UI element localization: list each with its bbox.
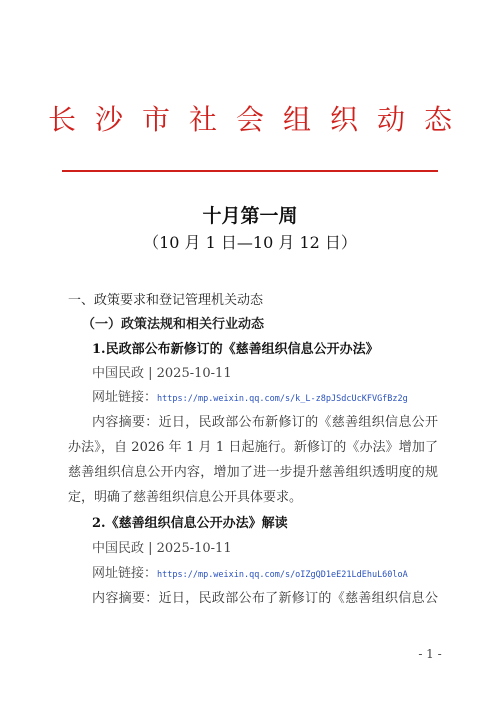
item-link[interactable]: https://mp.weixin.qq.com/s/oIZgQD1eE21LdEhuL60loA: [157, 570, 408, 580]
item-source: 中国民政 | 2025-10-11: [92, 366, 232, 381]
section-heading: 一、政策要求和登记管理机关动态: [68, 293, 264, 308]
summary-line: 办法》，自 2026 年 1 月 1 日起施行。新修订的《办法》增加了: [68, 440, 438, 455]
item-url-row: [92, 562, 462, 587]
item-source: 中国民政 | 2025-10-11: [92, 541, 232, 556]
summary-line: 内容摘要：近日，民政部公布了新修订的《慈善组织信息公: [92, 591, 438, 606]
summary-line: 内容摘要：近日，民政部公布新修订的《慈善组织信息公开: [92, 415, 438, 430]
summary-line: 定，明确了慈善组织信息公开具体要求。: [68, 490, 303, 505]
page-number: - 1 -: [418, 647, 442, 661]
date-range: （10 月 1 日—10 月 12 日）: [143, 233, 357, 252]
item-title: 2.《慈善组织信息公开办法》解读: [92, 516, 288, 531]
week-title: 十月第一周: [202, 205, 298, 227]
item-url-row: [92, 386, 462, 411]
subsection-heading: （一）政策法规和相关行业动态: [82, 317, 265, 332]
red-divider: [62, 170, 438, 172]
item-link[interactable]: https://mp.weixin.qq.com/s/k_L-z8pJSdcUcKFVGfBz2g: [157, 394, 408, 404]
summary-line: 慈善组织信息公开内容，增加了进一步提升慈善组织透明度的规: [68, 465, 438, 480]
url-label: 网址链接：: [92, 566, 158, 581]
item-title: 1.民政部公布新修订的《慈善组织信息公开办法》: [92, 342, 379, 357]
url-label: 网址链接：: [92, 390, 158, 405]
masthead-title: 长沙市社会组织动态: [47, 103, 471, 136]
